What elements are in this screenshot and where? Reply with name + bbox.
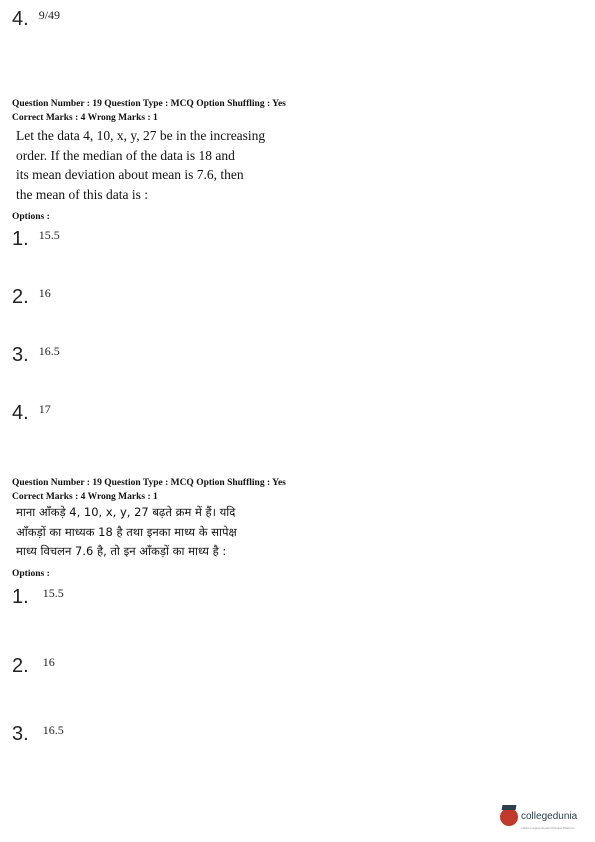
option-number: 3. bbox=[12, 344, 29, 366]
option-value: 16 bbox=[38, 286, 51, 300]
logo-text: collegedunia bbox=[521, 811, 578, 822]
option-number: 2. bbox=[12, 655, 29, 677]
question-meta-line-1: Question Number : 19 Question Type : MCQ Option Shuffling : Yes bbox=[12, 478, 286, 488]
question-meta-line-2: Correct Marks : 4 Wrong Marks : 1 bbox=[12, 113, 158, 123]
question-line: माध्य विचलन 7.6 है, तो इन आँकड़ों का माध्य है : bbox=[16, 544, 227, 558]
question-meta bbox=[12, 97, 286, 125]
option-value: 17 bbox=[38, 402, 51, 416]
option-3[interactable] bbox=[12, 344, 60, 367]
question-line: the mean of this data is : bbox=[16, 186, 148, 202]
option-number: 3. bbox=[12, 723, 29, 745]
option-value: 15.5 bbox=[42, 586, 64, 600]
graduation-cap-icon bbox=[500, 808, 518, 826]
option-1-hindi[interactable] bbox=[12, 586, 64, 609]
question-line: order. If the median of the data is 18 and bbox=[16, 147, 235, 163]
option-number: 1. bbox=[12, 228, 29, 250]
question-line: Let the data 4, 10, x, y, 27 be in the increasing bbox=[16, 128, 266, 143]
options-label-hindi: Options : bbox=[12, 569, 50, 579]
option-number: 1. bbox=[12, 586, 29, 608]
question-meta-line-1: Question Number : 19 Question Type : MCQ Option Shuffling : Yes bbox=[12, 99, 286, 109]
option-value: 9/49 bbox=[38, 8, 61, 22]
option-2-hindi[interactable] bbox=[12, 655, 55, 678]
option-3-hindi[interactable] bbox=[12, 723, 64, 746]
question-line: its mean deviation about mean is 7.6, then bbox=[16, 167, 244, 182]
option-value: 16.5 bbox=[38, 344, 60, 358]
option-value: 16 bbox=[42, 655, 55, 669]
logo-tagline: India's Largest Student Review Platform bbox=[521, 826, 575, 830]
question-meta-line-2: Correct Marks : 4 Wrong Marks : 1 bbox=[12, 492, 158, 502]
question-line: माना आँकड़े 4, 10, x, y, 27 बढ़ते क्रम में हैं। यदि bbox=[16, 505, 236, 519]
prev-option-4 bbox=[12, 8, 60, 31]
question-line: आँकड़ों का माध्यक 18 है तथा इनका माध्य के सापेक्ष bbox=[16, 524, 237, 539]
question-meta-hindi bbox=[12, 476, 286, 504]
collegedunia-logo bbox=[500, 808, 592, 830]
option-number: 2. bbox=[12, 286, 29, 308]
option-value: 15.5 bbox=[38, 228, 60, 242]
option-number: 4. bbox=[12, 8, 29, 30]
option-value: 16.5 bbox=[42, 723, 64, 737]
question-text bbox=[16, 126, 316, 204]
option-1[interactable] bbox=[12, 228, 60, 251]
option-2[interactable] bbox=[12, 286, 51, 309]
option-number: 4. bbox=[12, 402, 29, 424]
option-4[interactable] bbox=[12, 402, 51, 425]
options-label: Options : bbox=[12, 212, 50, 222]
question-text-hindi bbox=[16, 503, 336, 562]
